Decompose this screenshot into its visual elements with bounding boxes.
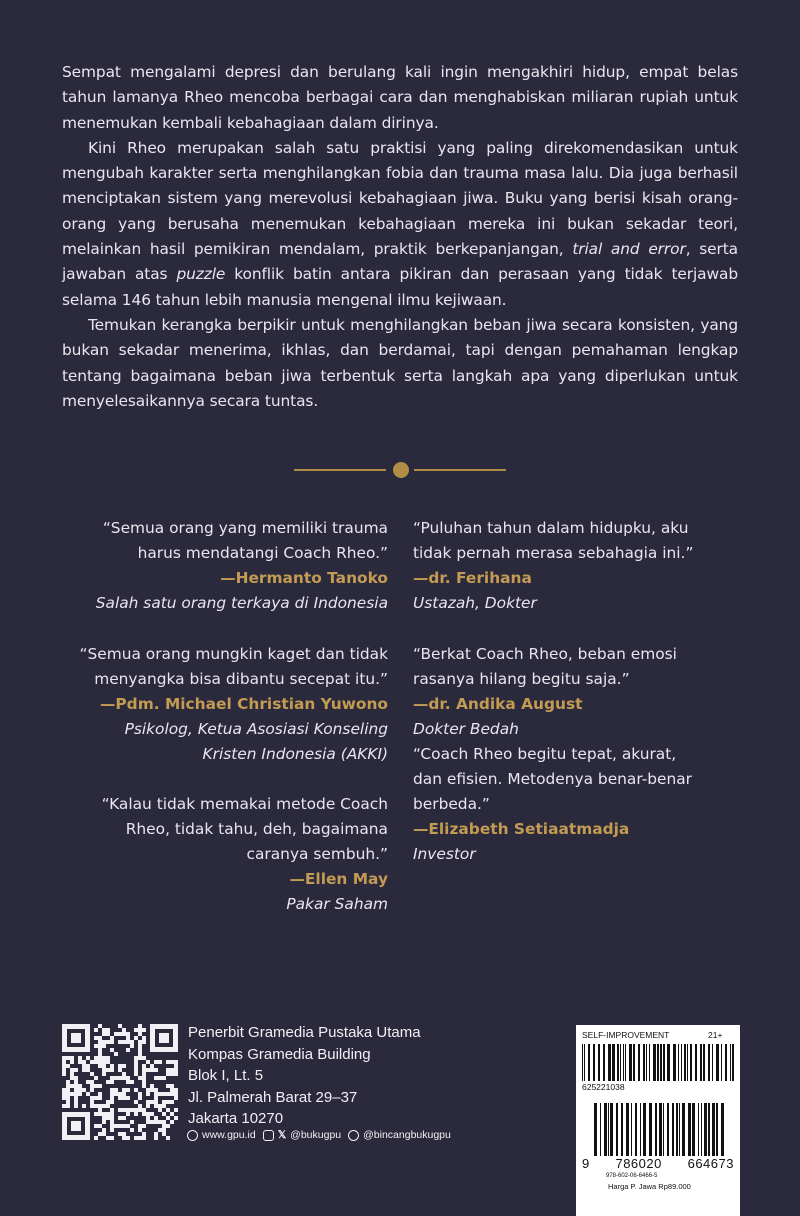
testimonial-ferihana bbox=[413, 516, 693, 616]
internal-barcode bbox=[582, 1044, 734, 1081]
barcode-label bbox=[576, 1025, 740, 1216]
publisher-line: Kompas Gramedia Building bbox=[188, 1045, 371, 1063]
website-link[interactable]: www.gpu.id bbox=[202, 1129, 256, 1141]
testimonial-ellen bbox=[102, 792, 388, 917]
isbn-digits bbox=[582, 1156, 734, 1171]
publisher-line: Jakarta 10270 bbox=[188, 1110, 284, 1128]
barcode-category-row bbox=[582, 1030, 723, 1040]
barcode-age-rating: 21+ bbox=[708, 1030, 723, 1040]
testimonial-name: —Hermanto Tanoko bbox=[220, 569, 388, 587]
testimonial-name: —dr. Andika August bbox=[413, 695, 583, 713]
testimonial-title: Pakar Saham bbox=[286, 895, 388, 913]
globe-icon bbox=[187, 1130, 198, 1141]
testimonial-quote-line: Rheo, tidak tahu, deh, bagaimana bbox=[125, 820, 388, 838]
barcode-category: SELF-IMPROVEMENT bbox=[582, 1030, 670, 1040]
testimonial-title: Psikolog, Ketua Asosiasi Konseling bbox=[124, 720, 388, 738]
ornament-divider bbox=[294, 460, 506, 480]
threads-handle[interactable]: @bincangbukugpu bbox=[363, 1129, 451, 1141]
blurb-p2-part-c: konflik batin antara pikiran dan perasaan yang tidak terjawab selama 146 tahun lebih manusia mengenal ilmu kejiwaan. bbox=[62, 265, 738, 309]
testimonial-quote-line: rasanya hilang begitu saja.” bbox=[413, 670, 630, 688]
blurb-p2-part-b: , serta jawaban atas bbox=[62, 240, 738, 284]
testimonial-quote-line: “Semua orang yang memiliki trauma bbox=[102, 519, 388, 537]
publisher-line: Jl. Palmerah Barat 29–37 bbox=[188, 1088, 358, 1106]
testimonial-quote-line: “Berkat Coach Rheo, beban emosi bbox=[413, 645, 677, 663]
testimonial-name: —Pdm. Michael Christian Yuwono bbox=[100, 695, 388, 713]
divider-dot bbox=[393, 462, 409, 478]
divider-line-right bbox=[414, 469, 506, 471]
testimonial-quote-line: “Semua orang mungkin kaget dan tidak bbox=[79, 645, 388, 663]
testimonial-elizabeth bbox=[413, 742, 692, 867]
testimonial-quote-line: harus mendatangi Coach Rheo.” bbox=[137, 544, 388, 562]
testimonial-title: Salah satu orang terkaya di Indonesia bbox=[95, 594, 388, 612]
x-icon: 𝕏 bbox=[277, 1129, 287, 1141]
testimonial-name: —dr. Ferihana bbox=[413, 569, 532, 587]
publisher-line: Penerbit Gramedia Pustaka Utama bbox=[188, 1024, 421, 1041]
publisher-address bbox=[188, 1022, 421, 1130]
testimonial-quote-line: “Puluhan tahun dalam hidupku, aku bbox=[413, 519, 689, 537]
testimonial-quote-line: caranya sembuh.” bbox=[246, 845, 388, 863]
internal-code: 625221038 bbox=[582, 1082, 625, 1092]
blurb-paragraph-2 bbox=[62, 136, 738, 313]
isbn-prefix: 9 bbox=[582, 1156, 590, 1171]
testimonial-title: Kristen Indonesia (AKKI) bbox=[202, 745, 388, 763]
x-handle[interactable]: @bukugpu bbox=[290, 1129, 342, 1141]
blurb-p2-italic-1: trial and error bbox=[572, 240, 686, 259]
blurb-paragraph-1: Sempat mengalami depresi dan berulang kali ingin mengakhiri hidup, empat belas tahun lamanya Rheo mencoba berbagai cara dan menghabiskan miliaran rupiah untuk menemukan kembali kebahagiaan dalam dirinya. bbox=[62, 63, 738, 132]
isbn-barcode bbox=[594, 1103, 728, 1156]
divider-line-left bbox=[294, 469, 386, 471]
testimonial-name: —Elizabeth Setiaatmadja bbox=[413, 820, 630, 838]
back-cover-blurb bbox=[62, 60, 738, 414]
testimonial-quote-line: menyangka bisa dibantu secepat itu.” bbox=[94, 670, 388, 688]
testimonial-name: —Ellen May bbox=[289, 870, 388, 888]
instagram-icon bbox=[263, 1130, 274, 1141]
testimonial-title: Dokter Bedah bbox=[413, 720, 519, 738]
testimonial-hermanto bbox=[96, 516, 388, 616]
testimonial-quote-line: dan efisien. Metodenya benar-benar bbox=[413, 770, 693, 788]
isbn-text: 978-602-06-6466-5 bbox=[606, 1173, 658, 1179]
publisher-line: Blok I, Lt. 5 bbox=[188, 1067, 264, 1085]
isbn-group-1: 786020 bbox=[615, 1156, 662, 1171]
social-links bbox=[187, 1129, 451, 1141]
qr-code[interactable] bbox=[62, 1024, 178, 1140]
testimonial-title: Ustazah, Dokter bbox=[413, 594, 537, 612]
blurb-p2-italic-2: puzzle bbox=[176, 265, 226, 284]
testimonial-quote-line: tidak pernah merasa sebahagia ini.” bbox=[413, 544, 694, 562]
blurb-paragraph-3: Temukan kerangka berpikir untuk menghilangkan beban jiwa secara konsisten, yang bukan sekadar menerima, ikhlas, dan berdamai, tapi dengan pemahaman lengkap tentang bagaimana beban jiwa terbentuk serta langkah apa yang diperlukan untuk menyelesaikannya secara tuntas. bbox=[62, 315, 738, 410]
testimonial-andika bbox=[413, 642, 677, 742]
testimonial-quote-line: “Coach Rheo begitu tepat, akurat, bbox=[413, 745, 677, 763]
testimonial-title: Investor bbox=[413, 845, 476, 863]
testimonial-michael bbox=[80, 642, 389, 767]
testimonial-quote-line: “Kalau tidak memakai metode Coach bbox=[101, 795, 388, 813]
testimonial-quote-line: berbeda.” bbox=[413, 795, 490, 813]
isbn-group-2: 664673 bbox=[687, 1156, 734, 1171]
blurb-p2-part-a: Kini Rheo merupakan salah satu praktisi yang paling direkomendasikan untuk mengubah karakter serta menghilangkan fobia dan trauma masa lalu. Dia juga berhasil menciptakan sistem yang merevolusi kebahagiaan jiwa. Buku yang berisi kisah orang-orang yang berusaha menemukan kebahagiaan mereka ini bukan sekadar teori, melainkan hasil pemikiran mendalam, praktik berkepanjangan, bbox=[62, 138, 738, 259]
price-label: Harga P. Jawa Rp89.000 bbox=[608, 1182, 691, 1191]
threads-icon bbox=[348, 1130, 359, 1141]
